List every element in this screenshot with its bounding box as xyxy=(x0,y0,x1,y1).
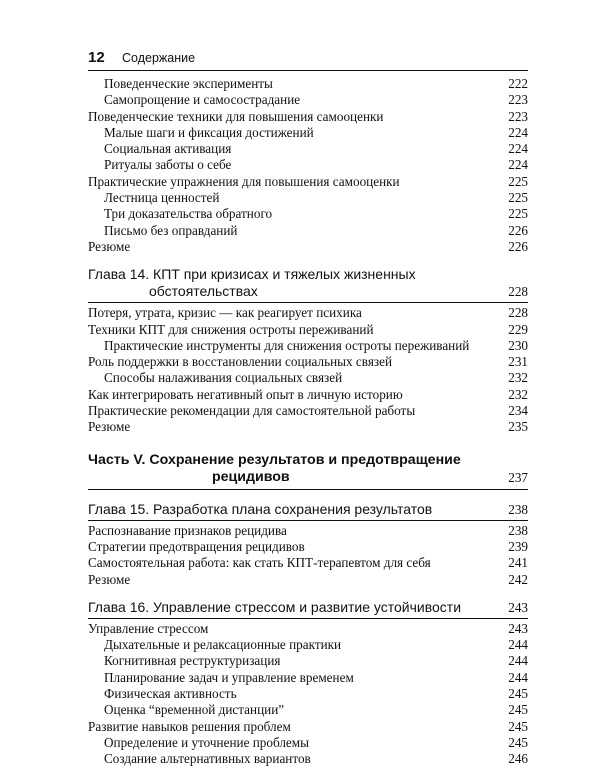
chapter-14-heading xyxy=(88,266,528,303)
toc-entry xyxy=(88,637,528,653)
toc-entry-title: Самостоятельная работа: как стать КПТ-терапевтом для себя xyxy=(88,555,431,571)
page-number: 12 xyxy=(88,49,105,66)
running-header xyxy=(88,48,528,71)
toc-entry-page: 232 xyxy=(508,386,528,402)
toc-entry xyxy=(88,387,528,403)
toc-entry-title: Практические инструменты для снижения остроты переживаний xyxy=(104,337,470,353)
running-title: Содержание xyxy=(122,51,196,65)
toc-entry xyxy=(88,125,528,141)
toc-entry-page: 243 xyxy=(508,620,528,636)
toc-entry-page: 244 xyxy=(508,637,528,653)
toc-entry xyxy=(88,239,528,255)
chapter-15-entries xyxy=(88,523,528,588)
toc-entry-page: 226 xyxy=(508,238,528,254)
toc-entry xyxy=(88,555,528,571)
toc-entry-page: 245 xyxy=(508,718,528,734)
toc-entry-title: Стратегии предотвращения рецидивов xyxy=(88,538,305,554)
chapter-title-line: обстоятельствах xyxy=(149,283,258,300)
toc-entry-title: Роль поддержки в восстановлении социальных связей xyxy=(88,354,393,370)
toc-entry-title: Лестница ценностей xyxy=(104,190,220,206)
toc-entry-title: Как интегрировать негативный опыт в личную историю xyxy=(88,386,403,402)
toc-entry-title: Потеря, утрата, кризис — как реагирует психика xyxy=(88,305,362,321)
toc-entry-page: 223 xyxy=(508,92,528,108)
chapter-16-entries xyxy=(88,621,528,768)
toc-entry-title: Поведенческие техники для повышения самооценки xyxy=(88,108,384,124)
toc-entry xyxy=(88,157,528,173)
table-of-contents xyxy=(88,76,528,768)
toc-entry-page: 245 xyxy=(508,734,528,750)
toc-entry-page: 230 xyxy=(508,337,528,353)
toc-entry-title: Дыхательные и релаксационные практики xyxy=(104,637,342,653)
toc-entry-page: 224 xyxy=(508,157,528,173)
toc-entry xyxy=(88,109,528,125)
toc-entry xyxy=(88,92,528,108)
toc-entry-page: 222 xyxy=(508,76,528,91)
toc-entry-title: Определение и уточнение проблемы xyxy=(104,734,309,750)
toc-entry xyxy=(88,719,528,735)
toc-entry-page: 246 xyxy=(508,751,528,767)
part-5-heading xyxy=(88,452,528,490)
toc-entry xyxy=(88,305,528,321)
part-title-line: рецидивов xyxy=(212,468,290,485)
toc-entry xyxy=(88,523,528,539)
chapter-14-entries xyxy=(88,305,528,435)
toc-entry-page: 239 xyxy=(508,538,528,554)
toc-entry xyxy=(88,653,528,669)
toc-entry-title: Малые шаги и фиксация достижений xyxy=(104,124,314,140)
toc-entry-title: Когнитивная реструктуризация xyxy=(104,653,281,669)
toc-entry xyxy=(88,419,528,435)
toc-entry-page: 241 xyxy=(508,555,528,571)
chapter-15-heading xyxy=(88,501,528,521)
part-title-line: Часть V. Сохранение результатов и предотвращение xyxy=(88,451,461,468)
toc-entry-page: 245 xyxy=(508,702,528,718)
toc-entry-page: 244 xyxy=(508,669,528,685)
toc-entry-title: Практические упражнения для повышения самооценки xyxy=(88,173,400,189)
toc-entry-title: Самопрощение и самосострадание xyxy=(104,92,301,108)
toc-section-continued xyxy=(88,76,528,255)
toc-entry-title: Управление стрессом xyxy=(88,620,209,636)
toc-entry-page: 223 xyxy=(508,108,528,124)
toc-entry xyxy=(88,338,528,354)
toc-entry-title: Физическая активность xyxy=(104,686,237,702)
toc-entry-page: 225 xyxy=(508,173,528,189)
toc-entry-page: 229 xyxy=(508,321,528,337)
toc-entry xyxy=(88,223,528,239)
toc-entry-title: Практические рекомендации для самостоятельной работы xyxy=(88,403,416,419)
chapter-page: 228 xyxy=(508,284,528,300)
toc-entry-page: 228 xyxy=(508,305,528,321)
toc-entry xyxy=(88,403,528,419)
chapter-page: 238 xyxy=(508,501,528,517)
toc-entry-title: Ритуалы заботы о себе xyxy=(104,157,232,173)
toc-entry-page: 224 xyxy=(508,124,528,140)
toc-entry xyxy=(88,539,528,555)
toc-entry-title: Резюме xyxy=(88,238,131,254)
toc-entry-title: Развитие навыков решения проблем xyxy=(88,718,291,734)
toc-entry xyxy=(88,621,528,637)
toc-entry-page: 245 xyxy=(508,686,528,702)
toc-entry-page: 231 xyxy=(508,354,528,370)
toc-entry-title: Поведенческие эксперименты xyxy=(104,76,273,91)
toc-entry-page: 234 xyxy=(508,403,528,419)
toc-entry xyxy=(88,76,528,92)
toc-entry xyxy=(88,686,528,702)
toc-entry xyxy=(88,141,528,157)
toc-entry xyxy=(88,354,528,370)
toc-entry xyxy=(88,751,528,767)
chapter-title: Глава 15. Разработка плана сохранения результатов xyxy=(88,500,433,517)
toc-entry-title: Письмо без оправданий xyxy=(104,222,238,238)
toc-entry-page: 238 xyxy=(508,522,528,538)
toc-entry xyxy=(88,670,528,686)
toc-entry xyxy=(88,322,528,338)
toc-entry-title: Резюме xyxy=(88,571,131,587)
toc-entry xyxy=(88,735,528,751)
chapter-title: Глава 16. Управление стрессом и развитие устойчивости xyxy=(88,598,462,615)
chapter-16-heading xyxy=(88,599,528,619)
toc-entry xyxy=(88,174,528,190)
toc-entry-page: 242 xyxy=(508,571,528,587)
toc-entry-title: Способы налаживания социальных связей xyxy=(104,370,343,386)
toc-entry-title: Резюме xyxy=(88,419,131,435)
toc-entry-page: 235 xyxy=(508,419,528,435)
toc-entry-title: Три доказательства обратного xyxy=(104,206,273,222)
chapter-title-line: Глава 14. КПТ при кризисах и тяжелых жизненных xyxy=(88,266,416,283)
toc-entry-title: Распознавание признаков рецидива xyxy=(88,522,287,538)
toc-entry xyxy=(88,206,528,222)
part-page: 237 xyxy=(508,469,528,485)
toc-entry-title: Техники КПТ для снижения остроты переживаний xyxy=(88,321,374,337)
toc-entry-page: 244 xyxy=(508,653,528,669)
toc-entry-page: 224 xyxy=(508,141,528,157)
toc-entry-page: 225 xyxy=(508,206,528,222)
toc-entry xyxy=(88,702,528,718)
toc-entry-title: Оценка “временной дистанции” xyxy=(104,702,285,718)
toc-entry-page: 232 xyxy=(508,370,528,386)
toc-entry xyxy=(88,572,528,588)
toc-entry-title: Социальная активация xyxy=(104,141,232,157)
toc-entry-title: Планирование задач и управление временем xyxy=(104,669,354,685)
toc-entry-title: Создание альтернативных вариантов xyxy=(104,751,311,767)
chapter-page: 243 xyxy=(508,599,528,615)
toc-entry xyxy=(88,370,528,386)
toc-entry-page: 225 xyxy=(508,190,528,206)
toc-entry-page: 226 xyxy=(508,222,528,238)
toc-entry xyxy=(88,190,528,206)
